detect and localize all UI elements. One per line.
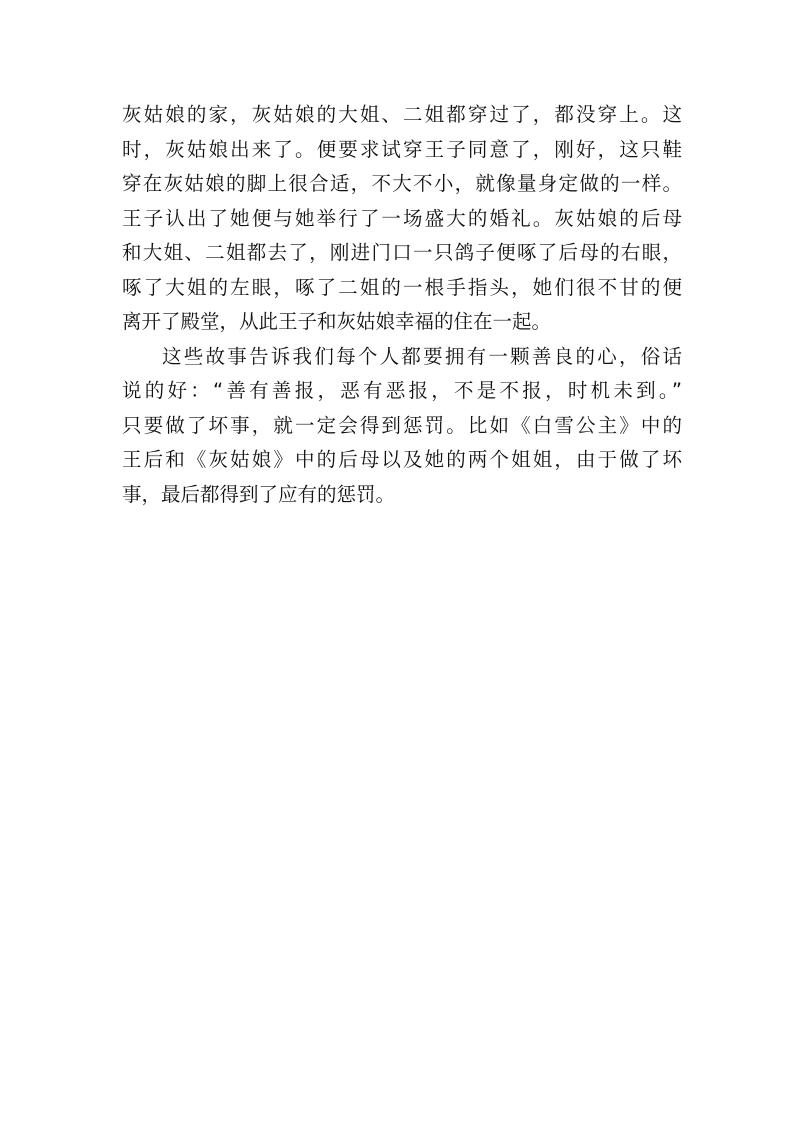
- paragraph-line: 说的好：“善有善报，恶有恶报，不是不报，时机未到。”: [122, 379, 682, 402]
- paragraph-line: 事，最后都得到了应有的惩罚。: [122, 482, 396, 506]
- body-text: [122, 98, 682, 512]
- paragraph-1: [122, 98, 682, 340]
- paragraph-line: 穿在灰姑娘的脚上很合适，不大不小，就像量身定做的一样。: [122, 172, 682, 195]
- paragraph-line: 这些故事告诉我们每个人都要拥有一颗善良的心，俗话: [162, 344, 682, 368]
- paragraph-line: 灰姑娘的家，灰姑娘的大姐、二姐都穿过了，都没穿上。这: [122, 103, 682, 126]
- paragraph-2: [122, 340, 682, 513]
- paragraph-line: 王后和《灰姑娘》中的后母以及她的两个姐姐，由于做了坏: [122, 448, 682, 471]
- paragraph-line: 王子认出了她便与她举行了一场盛大的婚礼。灰姑娘的后母: [122, 206, 682, 230]
- paragraph-line: 时，灰姑娘出来了。便要求试穿王子同意了，刚好，这只鞋: [122, 137, 682, 161]
- paragraph-line: 啄了大姐的左眼，啄了二姐的一根手指头，她们很不甘的便: [122, 275, 682, 299]
- paragraph-line: 和大姐、二姐都去了，刚进门口一只鸽子便啄了后母的右眼，: [122, 241, 682, 264]
- paragraph-line: 离开了殿堂，从此王子和灰姑娘幸福的住在一起。: [122, 310, 552, 333]
- paragraph-line: 只要做了坏事，就一定会得到惩罚。比如《白雪公主》中的: [122, 413, 682, 437]
